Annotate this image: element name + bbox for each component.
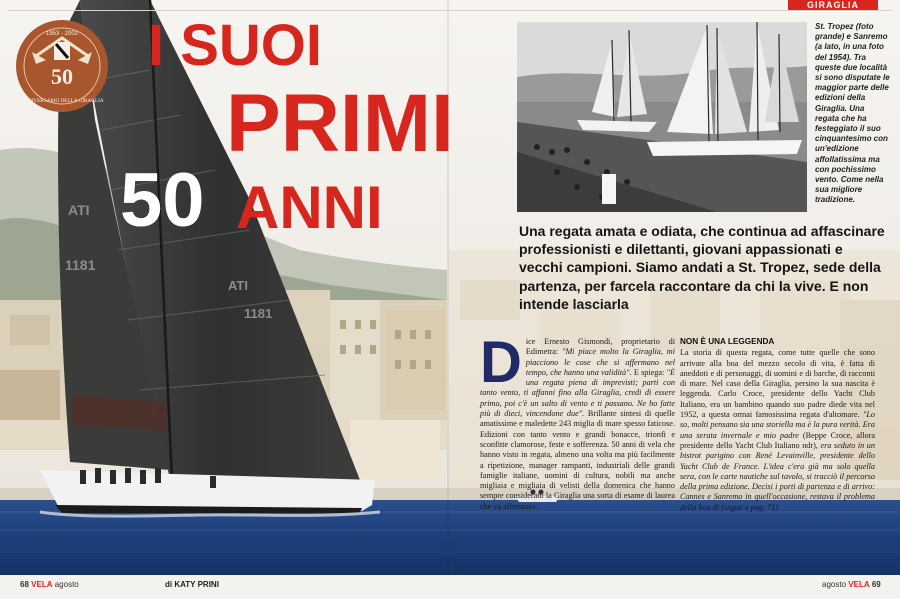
headline-number: 50 <box>120 158 205 243</box>
photo-caption: St. Tropez (foto grande) e Sanremo (a lato, in una foto del 1954). Tra queste due località si sono disputate le maggior parte delle edizioni della Giraglia. Una regata che ha festeggiato il suo cinquantesimo con un'edizione affollatissima ma con pochissimo vento. Come nella sua migliore tradizione. <box>815 22 890 205</box>
body-quote: era seduto in un bistrot parigino con René Levainville, presidente dello Yacht Club de France. L'idea c'era già ma solo quella sera, con le carte nautiche sul tavolo, si tracciò il percorso della prima edizione. Decisi i porti di partenza e di arrivo: Cannes e Sanremo in quell'occasione, restava il problema della boa di <box>680 440 875 512</box>
body-quote: "Lo so, molti pensano sia una storiella ma è la pura verità. Era una serata invernale e mio padre <box>680 410 875 440</box>
month-left: agosto <box>54 580 79 589</box>
headline-line-3: ANNI <box>236 174 383 241</box>
top-rule <box>8 10 892 11</box>
svg-text:1181: 1181 <box>65 257 96 273</box>
folio-right <box>822 580 881 589</box>
anniversary-seal-icon <box>14 18 110 114</box>
body-quote: "Mi piace molto la Giraglia, mi piacciono le cose che si affermano nel tempo, che hanno una validità". <box>525 347 675 377</box>
page-footer <box>0 575 900 599</box>
body-text: E spiega: <box>631 367 667 377</box>
seal-ring-text: ANNIVERSARIO DELLA GIRAGLIA <box>20 98 104 104</box>
folio-left <box>20 580 79 589</box>
seal-number: 50 <box>51 64 73 89</box>
historic-regatta-photo <box>517 22 807 212</box>
magazine-name-right: VELA <box>848 580 870 589</box>
body-quote: "È una regata piena di imprevisti; parti con tanto vento, ti affanni fino alla Giraglia, credi di essere primo, poi c'è un salto di vento e ti passano. Ne ho fatte più di dieci, vincendone due". <box>480 367 675 419</box>
byline: di KATY PRINI <box>165 580 219 589</box>
svg-text:ATI: ATI <box>68 202 90 218</box>
page-number-left: 68 <box>20 580 29 589</box>
month-right: agosto <box>822 580 847 589</box>
subhead: NON È UNA LEGGENDA <box>680 337 775 346</box>
continue-note: (segue a pag. 71) <box>721 502 779 512</box>
article-deck: Una regata amata e odiata, che continua ad affascinare professionisti e dilettanti, giovani appassionati e vecchi campioni. Siamo andati a St. Tropez, sede della partenza, per farcela raccontare da chi la vive. E non intende lasciarla <box>519 223 885 312</box>
drop-cap: D <box>480 330 522 395</box>
body-text: (Beppe Croce, allora presidente dello Yacht Club Italiano ndr), <box>680 430 875 450</box>
section-tag: GIRAGLIA <box>788 0 878 10</box>
headline-line-1: I SUOI <box>148 13 323 78</box>
magazine-name-left: VELA <box>31 580 53 589</box>
seal-years: 1953 - 2002 <box>45 31 79 37</box>
headline-line-2: PRIMI <box>226 78 454 169</box>
svg-text:1181: 1181 <box>244 306 273 321</box>
historic-photo <box>517 22 807 212</box>
body-column-2 <box>680 337 875 513</box>
svg-text:ATI: ATI <box>228 278 248 293</box>
body-text: ice Ernesto Gismondi, proprietario di Edimetra: <box>525 337 675 357</box>
page-number-right: 69 <box>871 580 881 589</box>
body-column-1 <box>480 330 676 512</box>
body-text: Brillante sintesi di quelle amatissime e maledette 243 miglia di mare spesso faticose. Edizioni con tanto vento e grandi bonacce, trionfi e sconfitte clamorose, feste e sofferenza. 50 anni di vela che hanno visto in regata, almeno una volta ma più facilmente a ripetizione, manager rampanti, industriali delle grandi famiglie italiane, uomini di cultura, nobili ma anche migliaia e migliaia di velisti della domenica che hanno sempre considerato la Giraglia una sorta di esame di laurea che va affrontato. <box>480 409 676 511</box>
body-text: La storia di questa regata, come tutte quelle che sono arrivate alla boa del mezzo secolo di vita, è fatta di aneddoti e di personaggi, di uomini e di barche, di racconti di mare. Nel caso della Giraglia, persino la sua nascita è leggenda. Carlo Croce, presidente dello Yacht Club Italiano, era un bambino quando suo padre diede vita nel 1952, a questa ormai famosissima regata d'altomare. <box>680 348 875 420</box>
